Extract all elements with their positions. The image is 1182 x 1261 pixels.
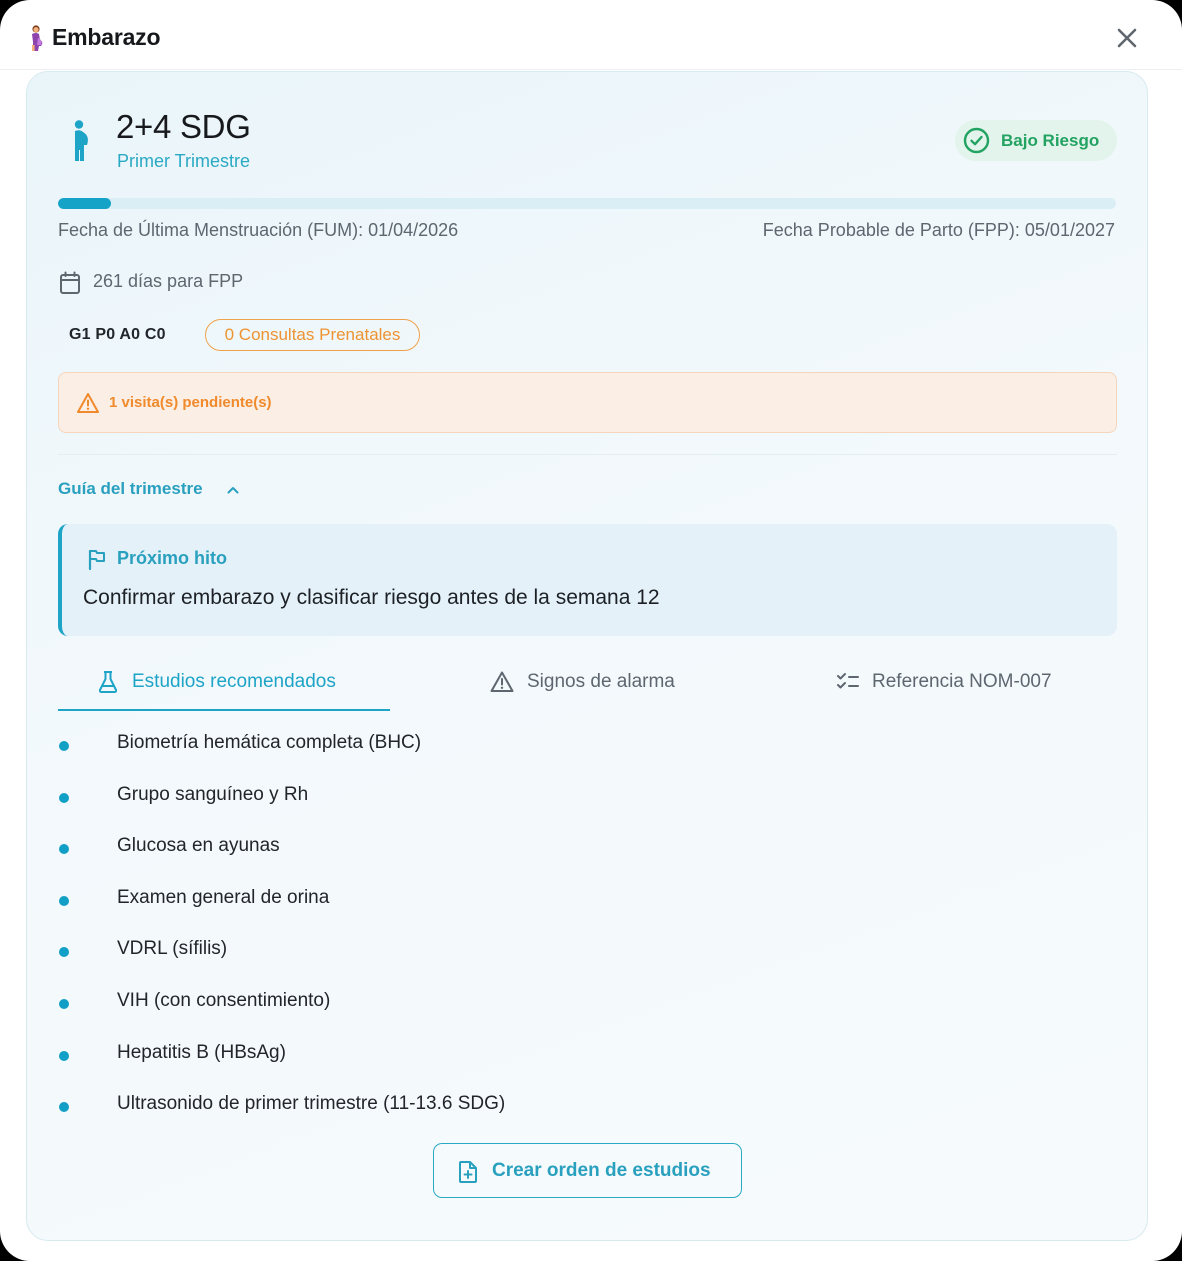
study-label: Hepatitis B (HBsAg) (117, 1041, 286, 1063)
bullet (59, 947, 69, 957)
chevron-up-icon[interactable] (226, 483, 240, 497)
tab-label: Referencia NOM-007 (872, 671, 1052, 692)
tab-label: Signos de alarma (527, 671, 675, 692)
pending-visits-alert (58, 372, 1117, 433)
bullet (59, 1051, 69, 1061)
trimester-label: Primer Trimestre (117, 151, 251, 171)
pregnancy-progress-fill (58, 198, 111, 209)
study-label: Grupo sanguíneo y Rh (117, 783, 309, 805)
bullet (59, 793, 69, 803)
tab-nom-reference[interactable] (835, 665, 1095, 711)
pending-visits-text: 1 visita(s) pendiente(s) (109, 394, 272, 411)
divider (58, 454, 1117, 455)
risk-label: Bajo Riesgo (1001, 131, 1100, 150)
file-plus-icon (458, 1160, 478, 1184)
tab-label: Estudios recomendados (132, 671, 336, 692)
bullet (59, 741, 69, 751)
create-study-order-button[interactable] (433, 1143, 742, 1198)
bullet (59, 999, 69, 1009)
study-label: Examen general de orina (117, 886, 330, 908)
recommended-studies-list (58, 720, 1117, 1133)
list-item (58, 978, 1117, 1030)
risk-badge (955, 120, 1117, 161)
list-item (58, 720, 1117, 772)
pregnant-person-icon (71, 120, 91, 162)
close-icon[interactable] (1114, 25, 1140, 51)
tab-alarm-signs[interactable] (487, 665, 707, 711)
gestational-age: 2+4 SDG (116, 108, 251, 145)
list-item (58, 823, 1117, 875)
list-item (58, 875, 1117, 927)
list-item (58, 772, 1117, 824)
trimester-guide-toggle[interactable]: Guía del trimestre (58, 479, 203, 498)
create-order-label: Crear orden de estudios (492, 1160, 711, 1181)
next-milestone-text: Confirmar embarazo y clasificar riesgo antes de la semana 12 (83, 586, 660, 609)
modal-header (0, 0, 1182, 70)
study-label: VIH (con consentimiento) (117, 989, 331, 1011)
list-item (58, 1030, 1117, 1082)
study-label: VDRL (sífilis) (117, 938, 228, 960)
tab-recommended-studies[interactable] (58, 665, 390, 711)
days-to-fpp: 261 días para FPP (93, 271, 244, 291)
warning-icon (77, 392, 99, 414)
next-milestone-panel (58, 524, 1117, 636)
pregnant-woman-emoji-icon (27, 25, 45, 51)
check-circle-icon (963, 127, 990, 154)
pregnancy-card (26, 71, 1148, 1241)
prenatal-consults-badge: 0 Consultas Prenatales (205, 319, 420, 351)
bullet (59, 1102, 69, 1112)
checklist-icon (836, 670, 860, 694)
list-item (58, 926, 1117, 978)
next-milestone-title: Próximo hito (117, 548, 228, 568)
fum-date: Fecha de Última Menstruación (FUM): 01/04/2026 (58, 220, 459, 240)
bullet (59, 896, 69, 906)
study-label: Glucosa en ayunas (117, 835, 280, 857)
gpac-formula: G1 P0 A0 C0 (69, 326, 166, 343)
study-label: Ultrasonido de primer trimestre (11-13.6 SDG) (117, 1093, 506, 1115)
bullet (59, 844, 69, 854)
flag-icon (87, 548, 107, 570)
warning-icon (490, 670, 514, 694)
fpp-date: Fecha Probable de Parto (FPP): 05/01/2027 (762, 220, 1115, 240)
study-label: Biometría hemática completa (BHC) (117, 732, 422, 753)
flask-icon (96, 670, 120, 694)
list-item (58, 1081, 1117, 1133)
pregnancy-progress-bar (58, 198, 1116, 209)
modal-title: Embarazo (52, 24, 161, 50)
calendar-icon (59, 271, 81, 295)
